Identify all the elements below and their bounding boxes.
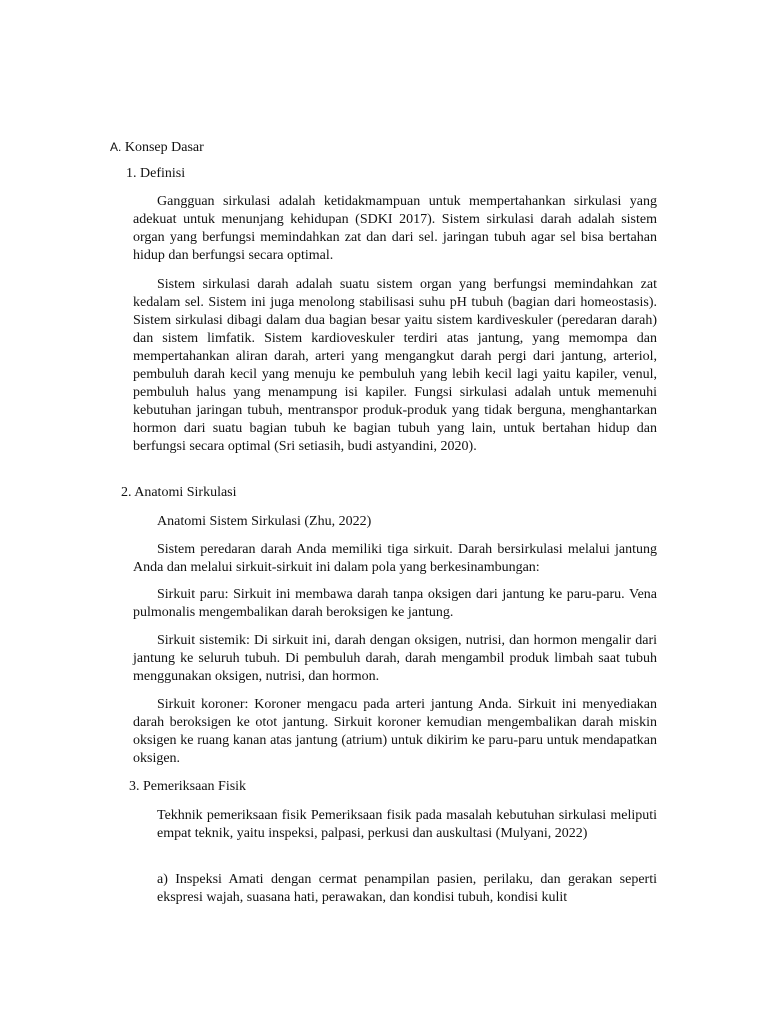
sub3-heading (129, 778, 246, 796)
section-a-title: Konsep Dasar (124, 140, 204, 155)
section-a-marker: A. (110, 140, 122, 154)
sub2-paragraph-2: Sirkuit paru: Sirkuit ini membawa darah tanpa oksigen dari jantung ke paru-paru. Vena pulmonalis mengembalikan darah beroksigen ke jantung. (133, 587, 657, 620)
sub3-number: 3. (129, 779, 140, 794)
sub2-paragraph-4: Sirkuit koroner: Koroner mengacu pada arteri jantung Anda. Sirkuit ini menyediakan darah beroksigen ke otot jantung. Sirkuit koroner kemudian mengembalikan darah miskin oksigen ke ruang kanan atas jantung (atrium) untuk dikirim ke paru-paru untuk mendapatkan oksigen. (133, 697, 657, 766)
section-a-heading (110, 138, 204, 157)
sub2-number: 2. (121, 485, 132, 500)
sub2-heading (121, 484, 237, 502)
sub2-title: Anatomi Sirkulasi (134, 485, 237, 500)
sub1-number: 1. (126, 166, 137, 181)
sub2-caption: Anatomi Sistem Sirkulasi (Zhu, 2022) (157, 514, 372, 529)
sub2-paragraph-3: Sirkuit sistemik: Di sirkuit ini, darah dengan oksigen, nutrisi, dan hormon mengalir dari jantung ke seluruh tubuh. Di pembuluh darah, darah mengambil produk limbah saat tubuh menggunakan oksigen, nutrisi, dan hormon. (133, 633, 657, 684)
sub3-title: Pemeriksaan Fisik (143, 779, 247, 794)
sub3-paragraph-1: Tekhnik pemeriksaan fisik Pemeriksaan fisik pada masalah kebutuhan sirkulasi meliputi empat teknik, yaitu inspeksi, palpasi, perkusi dan auskultasi (Mulyani, 2022) (157, 808, 657, 841)
sub2-paragraph-1: Sistem peredaran darah Anda memiliki tiga sirkuit. Darah bersirkulasi melalui jantung Anda dan melalui sirkuit-sirkuit ini dalam pola yang berkesinambungan: (133, 542, 657, 575)
sub1-heading (126, 165, 185, 183)
sub1-paragraph-2: Sistem sirkulasi darah adalah suatu sistem organ yang berfungsi memindahkan zat kedalam sel. Sistem ini juga menolong stabilisasi suhu pH tubuh (bagian dari homeostasis). Sistem sirkulasi dibagi dalam dua bagian besar yaitu sistem kardiveskuler (peredaran darah) dan sistem limfatik. Sistem kardioveskuler terdiri atas jantung, yang memompa dan mempertahankan aliran darah, arteri yang mengangkut darah pergi dari jantung, arteriol, pembuluh darah kecil yang menuju ke pembuluh yang lebih kecil lagi yaitu kapiler, venul, pembuluh halus yang menampung isi kapiler. Fungsi sirkulasi adalah untuk memenuhi kebutuhan jaringan tubuh, mentranspor produk-produk yang tidak berguna, menghantarkan hormon dari suatu bagian tubuh ke bagian tubuh yang lain, untuk bertahan hidup dan berfungsi secara optimal (Sri setiasih, budi astyandini, 2020). (133, 277, 657, 454)
sub1-paragraph-1: Gangguan sirkulasi adalah ketidakmampuan untuk mempertahankan sirkulasi yang adekuat untuk menunjang kehidupan (SDKI 2017). Sistem sirkulasi darah adalah sistem organ yang berfungsi memindahkan zat dan dari sel. jaringan tubuh agar sel bisa bertahan hidup dan berfungsi secara optimal. (133, 194, 657, 263)
sub1-title: Definisi (140, 166, 186, 181)
sub3-paragraph-2: a) Inspeksi Amati dengan cermat penampilan pasien, perilaku, dan gerakan seperti ekspresi wajah, suasana hati, perawakan, dan kondisi tubuh, kondisi kulit (157, 872, 657, 905)
